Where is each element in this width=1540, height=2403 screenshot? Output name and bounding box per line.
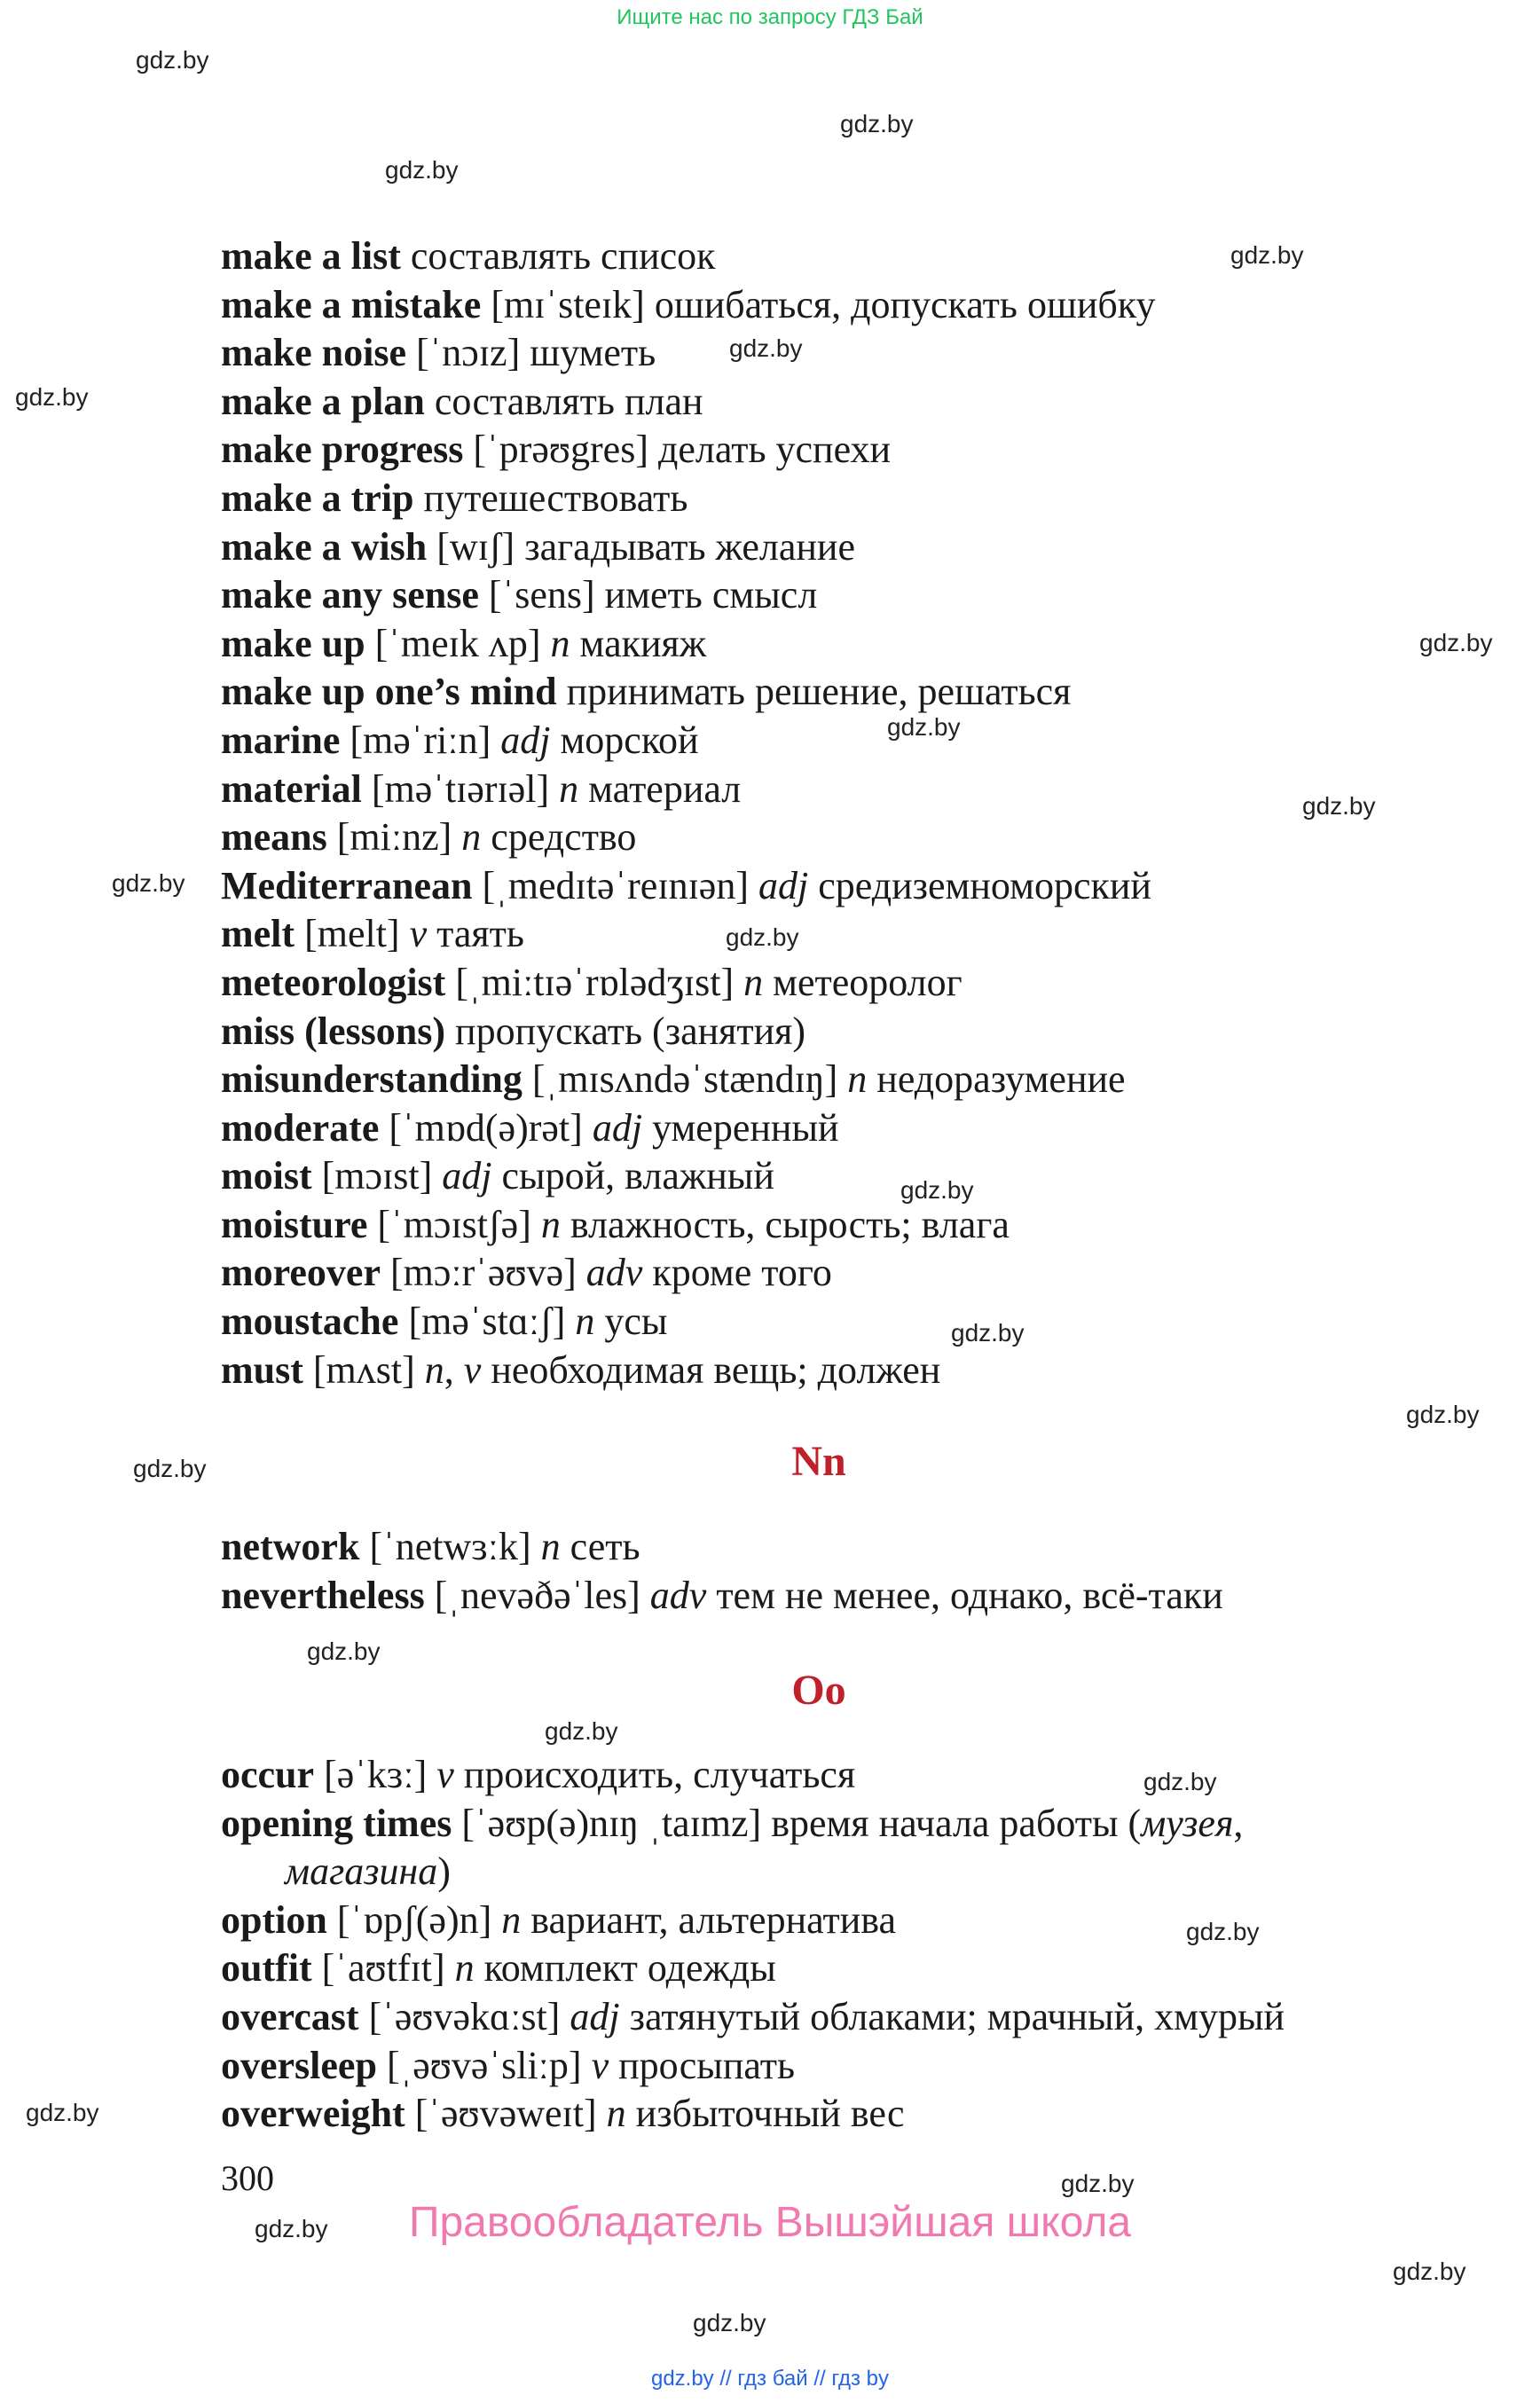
dictionary-entry: moist [mɔɪst] adj сырой, влажный <box>221 1154 774 1198</box>
watermark: gdz.by <box>1186 1918 1260 1945</box>
dictionary-entry: make a trip путешествовать <box>221 475 688 520</box>
section-n <box>221 1523 1427 1620</box>
dictionary-entry: make progress [ˈprəʊgres] делать успехи <box>221 428 892 472</box>
dictionary-entry: overcast [ˈəʊvəkɑːst] adj затянутый облаками; мрачный, хмурый <box>221 1994 1285 2038</box>
dictionary-entry: melt [melt] v таять <box>221 912 524 956</box>
watermark: gdz.by <box>26 2099 99 2126</box>
dictionary-entry: make a mistake [mɪˈsteɪk] ошибаться, допускать ошибку <box>221 282 1156 326</box>
bottom-links[interactable]: gdz.by // гдз бай // гдз by <box>650 2367 890 2391</box>
dictionary-entry: opening times [ˈəʊp(ə)nɪŋ ˌtaɪmz] время начала работы (музея, магазина) <box>221 1800 1427 1896</box>
dictionary-entry: moisture [ˈmɔɪstʃə] n влажность, сырость; влага <box>221 1202 1010 1246</box>
watermark: gdz.by <box>726 923 799 951</box>
dictionary-entry: oversleep [ˌəʊvəˈsliːp] v просыпать <box>221 2043 796 2087</box>
section-o <box>221 1751 1427 2139</box>
watermark: gdz.by <box>136 46 209 74</box>
watermark: gdz.by <box>1406 1401 1480 1428</box>
dictionary-entry: outfit [ˈaʊtfɪt] n комплект одежды <box>221 1946 776 1991</box>
watermark: gdz.by <box>385 156 459 184</box>
watermark: gdz.by <box>255 2215 328 2242</box>
dictionary-entry: make any sense [ˈsens] иметь смысл <box>221 573 818 617</box>
dictionary-entry: occur [əˈkɜː] v происходить, случаться <box>221 1753 856 1796</box>
dictionary-entry: material [məˈtɪərɪəl] n материал <box>221 766 742 811</box>
dictionary-entry: meteorologist [ˌmiːtɪəˈrɒlədʒɪst] n метеоролог <box>221 960 962 1004</box>
top-banner[interactable]: Ищите нас по запросу ГДЗ Бай <box>617 5 923 29</box>
watermark: gdz.by <box>693 2309 766 2336</box>
dictionary-entry: option [ˈɒpʃ(ə)n] n вариант, альтернатива <box>221 1897 897 1942</box>
dictionary-entry: moderate [ˈmɒd(ə)rət] adj умеренный <box>221 1105 839 1150</box>
letter-heading-n: Nn <box>791 1438 846 1485</box>
dictionary-entry: misunderstanding [ˌmɪsʌndəˈstændɪŋ] n недоразумение <box>221 1057 1126 1102</box>
dictionary-entry: make up [ˈmeɪk ʌp] n макияж <box>221 621 707 665</box>
watermark: gdz.by <box>1061 2170 1135 2197</box>
dictionary-entry: nevertheless [ˌnevəðəˈles] adv тем не менее, однако, всё-таки <box>221 1573 1223 1617</box>
dictionary-entry: means [miːnz] n средство <box>221 815 637 860</box>
watermark: gdz.by <box>133 1455 207 1482</box>
dictionary-entry: make a wish [wɪʃ] загадывать желание <box>221 524 855 569</box>
dictionary-entry: moreover [mɔːrˈəʊvə] adv кроме того <box>221 1251 832 1295</box>
dictionary-entry: make noise [ˈnɔɪz] шуметь <box>221 331 656 375</box>
watermark: gdz.by <box>1230 241 1304 269</box>
dictionary-entry: miss (lessons) пропускать (занятия) <box>221 1009 806 1053</box>
dictionary-entry: Mediterranean [ˌmedɪtəˈreɪnɪən] adj средиземноморский <box>221 863 1151 907</box>
watermark: gdz.by <box>112 869 185 897</box>
dictionary-entry: marine [məˈriːn] adj морской <box>221 718 699 762</box>
watermark: gdz.by <box>887 713 961 741</box>
watermark: gdz.by <box>1143 1768 1217 1795</box>
dictionary-entry: network [ˈnetwɜːk] n сеть <box>221 1525 640 1568</box>
watermark: gdz.by <box>900 1176 974 1204</box>
page-number: 300 <box>221 2158 274 2198</box>
watermark: gdz.by <box>1393 2258 1466 2285</box>
dictionary-entry: overweight [ˈəʊvəweɪt] n избыточный вес <box>221 2092 905 2136</box>
letter-heading-o: Oo <box>791 1667 846 1714</box>
watermark: gdz.by <box>951 1319 1025 1347</box>
section-m <box>221 232 1427 1394</box>
dictionary-entry: make a list составлять список <box>221 234 716 278</box>
watermark: gdz.by <box>840 110 914 137</box>
dictionary-entry: make a plan составлять план <box>221 379 703 423</box>
dictionary-entry: moustache [məˈstɑːʃ] n усы <box>221 1300 668 1344</box>
watermark: gdz.by <box>307 1637 381 1665</box>
copyright-notice: Правообладатель Вышэйшая школа <box>408 2199 1132 2246</box>
watermark: gdz.by <box>729 334 803 362</box>
watermark: gdz.by <box>545 1717 618 1745</box>
dictionary-entry: must [mʌst] n, v необходимая вещь; должен <box>221 1347 941 1392</box>
dictionary-entry: make up one’s mind принимать решение, решаться <box>221 670 1072 714</box>
watermark: gdz.by <box>15 383 89 411</box>
entry-continuation: магазина) <box>285 1849 451 1894</box>
watermark: gdz.by <box>1419 629 1493 656</box>
watermark: gdz.by <box>1302 792 1376 820</box>
